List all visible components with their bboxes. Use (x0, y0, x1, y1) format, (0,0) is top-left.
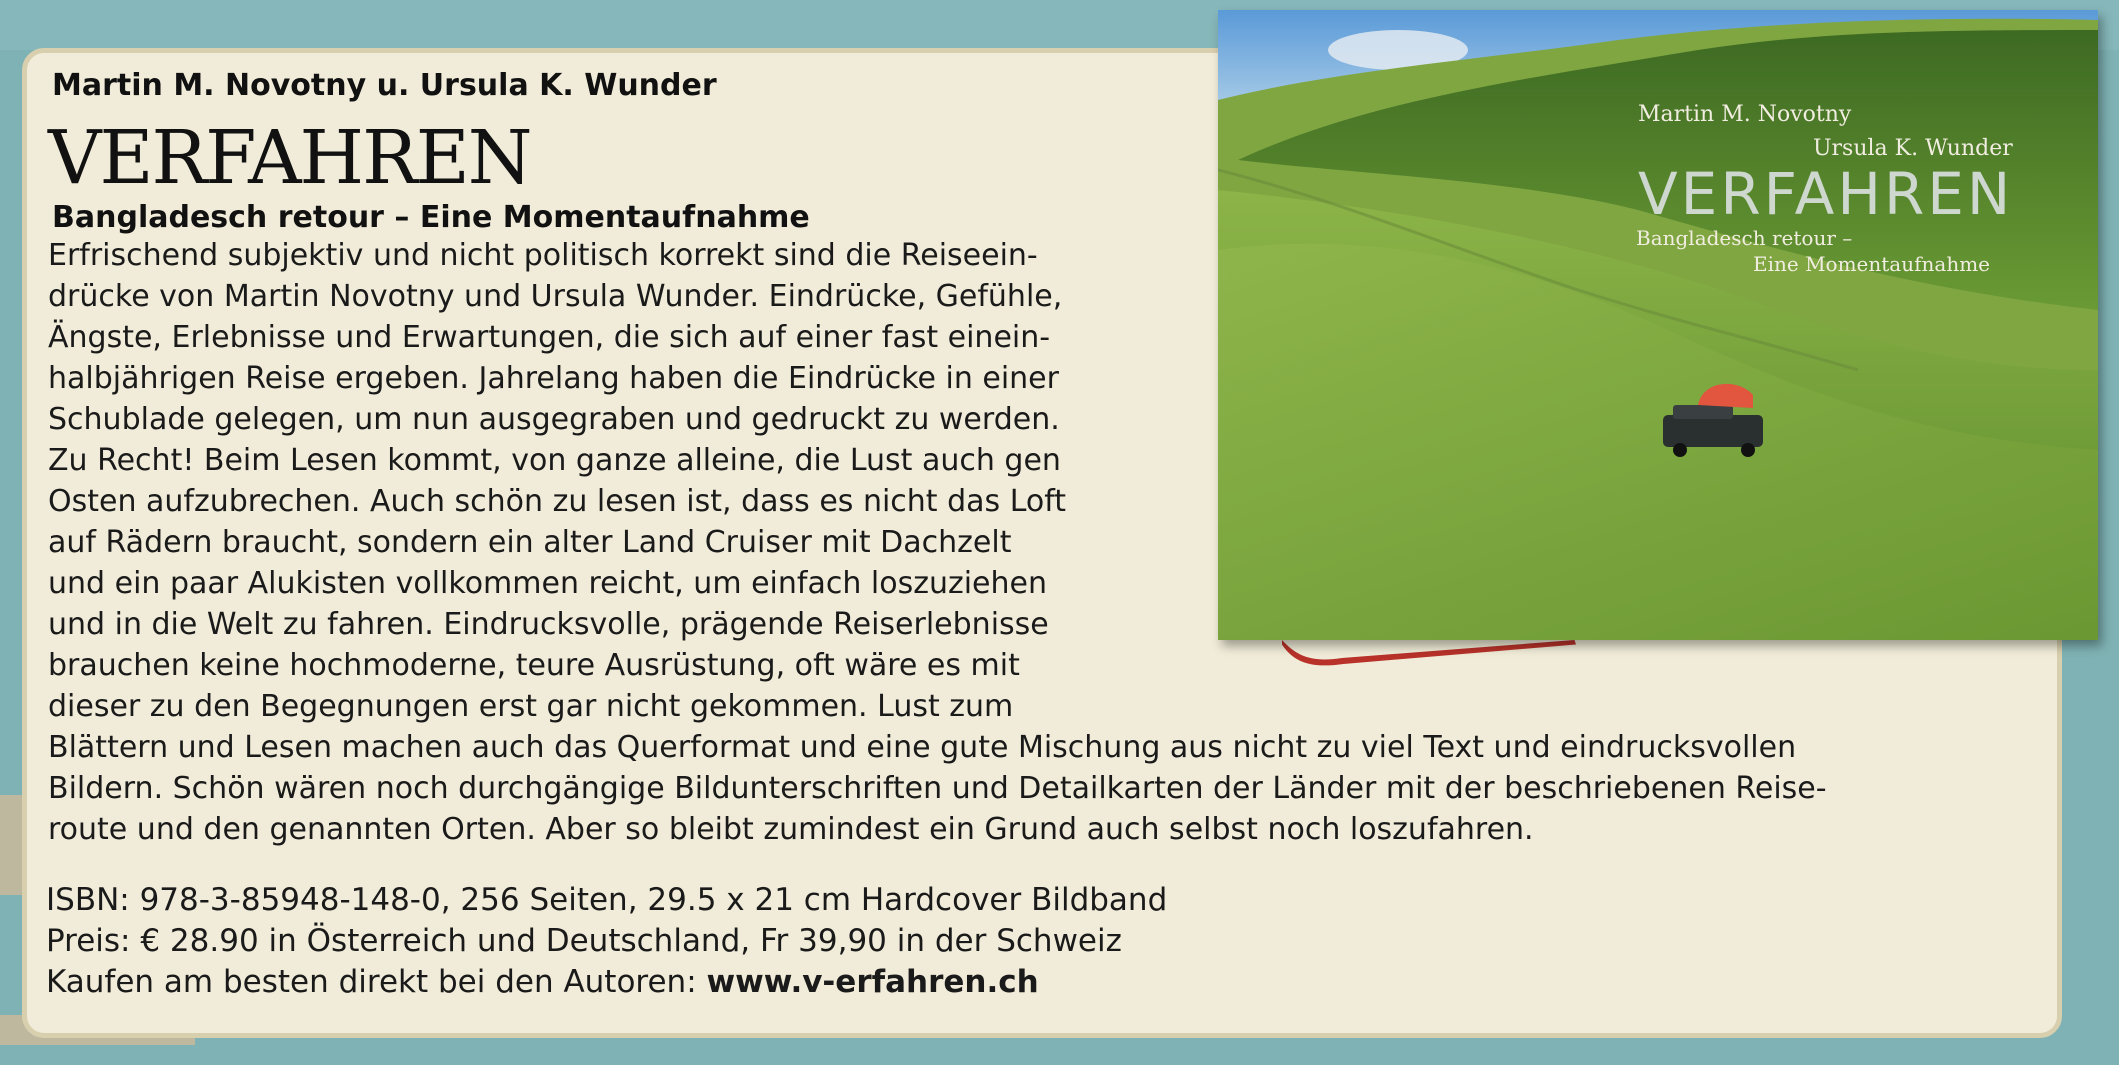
book-cover (1218, 10, 2098, 640)
body-line: Osten aufzubrechen. Auch schön zu lesen ist, dass es nicht das Loft (48, 484, 1067, 519)
body-line: auf Rädern braucht, sondern ein alter Land Cruiser mit Dachzelt (48, 525, 1012, 560)
bookmark-ribbon (1232, 640, 1632, 670)
cover-title: VERFAHREN (1638, 160, 2014, 228)
isbn-line: ISBN: 978-3-85948-148-0, 256 Seiten, 29.5 x 21 cm Hardcover Bildband (46, 882, 1168, 918)
body-line: dieser zu den Begegnungen erst gar nicht gekommen. Lust zum (48, 689, 1014, 724)
review-subtitle: Bangladesch retour – Eine Momentaufnahme (52, 200, 810, 235)
body-line: halbjährigen Reise ergeben. Jahrelang haben die Eindrücke in einer (48, 361, 1059, 396)
cover-subtitle-1: Bangladesch retour – (1636, 226, 1853, 250)
body-line: und in die Welt zu fahren. Eindrucksvolle, prägende Reiserlebnisse (48, 607, 1049, 642)
cover-author-2: Ursula K. Wunder (1813, 136, 2013, 161)
review-title: VERFAHREN (48, 115, 531, 201)
body-line: und ein paar Alukisten vollkommen reicht, um einfach loszuziehen (48, 566, 1047, 601)
price-line: Preis: € 28.90 in Österreich und Deutschland, Fr 39,90 in der Schweiz (46, 923, 1122, 959)
body-line: drücke von Martin Novotny und Ursula Wunder. Eindrücke, Gefühle, (48, 279, 1063, 314)
body-line: Zu Recht! Beim Lesen kommt, von ganze alleine, die Lust auch gen (48, 443, 1061, 478)
buy-line (46, 964, 1039, 1000)
body-line: Bildern. Schön wären noch durchgängige Bildunterschriften und Detailkarten der Länder mit der beschriebenen Reise- (48, 771, 1827, 806)
body-line: Schublade gelegen, um nun ausgegraben und gedruckt zu werden. (48, 402, 1060, 437)
body-line: route und den genannten Orten. Aber so bleibt zumindest ein Grund auch selbst noch loszufahren. (48, 812, 1534, 847)
cover-author-1: Martin M. Novotny (1638, 102, 1852, 127)
body-line: Blättern und Lesen machen auch das Querformat und eine gute Mischung aus nicht zu viel Text und eindrucksvollen (48, 730, 1797, 765)
website-link[interactable]: www.v-erfahren.ch (706, 964, 1039, 1000)
review-authors: Martin M. Novotny u. Ursula K. Wunder (52, 68, 717, 103)
body-line: Ängste, Erlebnisse und Erwartungen, die sich auf einer fast einein- (48, 320, 1051, 355)
cover-subtitle-2: Eine Momentaufnahme (1753, 252, 1991, 276)
body-line: brauchen keine hochmoderne, teure Ausrüstung, oft wäre es mit (48, 648, 1020, 683)
body-line: Erfrischend subjektiv und nicht politisch korrekt sind die Reiseein- (48, 238, 1038, 273)
buy-prefix: Kaufen am besten direkt bei den Autoren: (46, 964, 707, 1000)
